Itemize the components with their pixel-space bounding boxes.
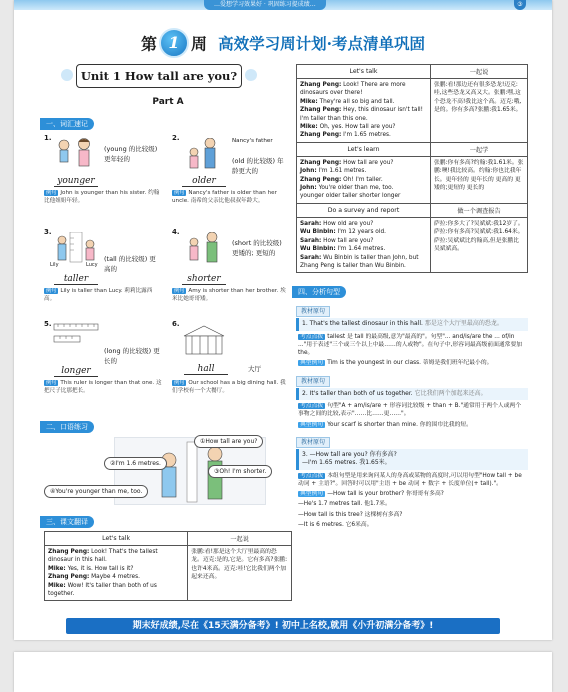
worksheet-page bbox=[14, 0, 552, 640]
example-line: —How tall is this tree? 这棵树有多高? bbox=[298, 511, 403, 518]
example-label: 例句 bbox=[46, 190, 57, 196]
vocab-clue: (old 的比较级) 年龄更大的 bbox=[232, 157, 284, 175]
dialogue-english bbox=[297, 79, 431, 143]
vocab-example bbox=[44, 190, 162, 205]
line: I'm 1.64 metres. bbox=[337, 246, 386, 253]
picture-name-right: Lucy bbox=[86, 262, 98, 268]
table-head-cn: 一起说 bbox=[188, 532, 292, 546]
line: Maybe 4 metres. bbox=[91, 574, 140, 581]
vocab-num: 2. bbox=[172, 134, 180, 142]
example-text: —How tall is your brother? 你哥哥有多高? bbox=[327, 491, 444, 498]
speech-bubble: ②I'm 1.6 metres. bbox=[104, 457, 167, 470]
line: I'm 1.65 metres. bbox=[343, 132, 391, 139]
line: How tall are you? bbox=[343, 159, 394, 166]
line: Look! There are more dinosaurs over there! bbox=[300, 82, 406, 97]
vocab-num: 5. bbox=[44, 320, 52, 328]
example-text: Our school has a big dining hall. 我们学校有一个大餐厅。 bbox=[172, 380, 286, 394]
speech-bubble: ①How tall are you? bbox=[194, 435, 263, 448]
left-column bbox=[44, 64, 292, 612]
dialogue-english bbox=[45, 546, 188, 601]
sentence-en: 1. That's the tallest dinosaur in this hall. bbox=[302, 320, 423, 328]
point-text: 本组句型是用来询问某人的身高或某物的高度时,可以用句型"How tall + be 动词 + 主语?"。回答时可以用"主语 + be 动词 + 数字 + 长度单位(+ tall)."。 bbox=[298, 472, 522, 487]
speaker: Zhang Peng: bbox=[300, 82, 342, 88]
top-slogan: …爱想学习效果好 · 巩固练习提成绩… bbox=[204, 0, 326, 10]
unit-title-text: Unit 1 How tall are you? bbox=[80, 69, 238, 83]
typical-example bbox=[296, 419, 528, 429]
speaker: Sarah: bbox=[300, 237, 322, 244]
example-line: —He's 1.7 metres tall. 他1.7米。 bbox=[298, 501, 391, 508]
picture-name-left: Lily bbox=[50, 262, 59, 268]
sentence-cn: 它比我们两个加起来还高。 bbox=[414, 389, 487, 397]
vocab-clue: 大厅 bbox=[248, 365, 261, 373]
sentence-en: 2. It's taller than both of us together. bbox=[302, 389, 413, 397]
point-explanation bbox=[296, 400, 528, 418]
line: Wu Binbin is taller than John, but Zhang Peng is taller than Wu Binbin. bbox=[300, 254, 419, 269]
vocab-num: 3. bbox=[44, 228, 52, 236]
vocab-example bbox=[172, 288, 290, 303]
line: Look! That's the tallest dinosaur in this hall. bbox=[48, 549, 158, 564]
younger-kids-picture-icon bbox=[52, 138, 100, 170]
analysis-item-3 bbox=[296, 429, 528, 529]
part-title: Part A bbox=[152, 97, 184, 107]
example-label: 例句 bbox=[174, 190, 185, 196]
lets-talk-table-1 bbox=[44, 531, 292, 601]
line: They're all so big and tall. bbox=[319, 98, 395, 105]
point-label: 考点点拨 bbox=[300, 333, 324, 340]
section-oral-tag: 二、口语练习 bbox=[40, 421, 94, 433]
vocab-word: younger bbox=[54, 176, 98, 187]
vocab-word: hall bbox=[184, 364, 228, 375]
table-head-en: Let's talk bbox=[297, 65, 431, 79]
line: Oh! I'm taller. bbox=[343, 176, 383, 183]
header-prefix: 第 bbox=[140, 34, 157, 54]
speaker: John: bbox=[300, 168, 317, 175]
line: Oh, yes. How tall are you? bbox=[319, 124, 396, 131]
speaker: Zhang Peng: bbox=[300, 159, 342, 166]
source-tag: 教材原句 bbox=[296, 376, 330, 387]
dialogue-english bbox=[297, 156, 431, 203]
rulers-picture-icon bbox=[52, 320, 100, 352]
source-sentence bbox=[296, 449, 528, 470]
vocab-num: 6. bbox=[172, 320, 180, 328]
line: Hey, this dinosaur isn't tall! I'm taller than this one. bbox=[300, 107, 423, 122]
speaker: John: bbox=[300, 185, 317, 192]
line: You're older than me, too. bbox=[318, 185, 394, 192]
vocab-item bbox=[172, 134, 290, 204]
source-sentence bbox=[296, 388, 528, 401]
vocab-clue: (tall 的比较级) 更高的 bbox=[104, 255, 156, 273]
vocab-word: taller bbox=[54, 274, 98, 285]
source-tag: 教材原句 bbox=[296, 437, 330, 448]
vocab-clue: (young 的比较级) 更年轻的 bbox=[104, 145, 158, 163]
vocab-example bbox=[172, 380, 290, 395]
line: How old are you? bbox=[323, 220, 374, 227]
vocab-item bbox=[44, 320, 162, 394]
father-and-girl-picture-icon bbox=[180, 138, 228, 170]
page-header bbox=[14, 28, 552, 56]
point-explanation bbox=[296, 331, 528, 358]
example-label: 例句 bbox=[174, 380, 185, 386]
vocab-example bbox=[172, 190, 290, 205]
dialogue-chinese: 张鹏:看!那边还有很多恐龙!迈克:哇,这些恐龙又高又大。张鹏:嘿,这个恐龙不高!我比这个高。迈克:哦,是的。你有多高?张鹏:我1.65米。 bbox=[430, 79, 527, 143]
speaker: Mike: bbox=[300, 124, 318, 131]
table-head-cn: 一起说 bbox=[430, 65, 527, 79]
example-text: Lily is taller than Lucy. 莉莉比露西高。 bbox=[44, 288, 153, 302]
example-text: John is younger than his sister. 约翰比他姐姐年轻。 bbox=[44, 190, 160, 204]
vocab-grid bbox=[44, 130, 292, 414]
example-text: Tim is the youngest in our class. 蒂姆是我们班年纪最小的。 bbox=[327, 360, 493, 367]
table-head-en: Let's learn bbox=[297, 142, 431, 156]
line: Wow! It's taller than both of us together. bbox=[48, 582, 157, 598]
example-label: 典型例句 bbox=[300, 491, 324, 498]
example-label: 典型例句 bbox=[300, 360, 324, 367]
vocab-item bbox=[172, 228, 290, 302]
deco-dot-icon bbox=[245, 69, 257, 81]
week-number-badge: 1 bbox=[159, 28, 189, 58]
right-column bbox=[296, 64, 528, 612]
section-vocab-tag: 一、词汇速记 bbox=[40, 118, 94, 130]
point-label: 考点点拨 bbox=[300, 472, 324, 479]
table-head-en: Do a survey and report bbox=[297, 203, 431, 217]
speaker: Wu Binbin: bbox=[300, 246, 336, 253]
line: How tall are you? bbox=[323, 237, 374, 244]
speaker: Zhang Peng: bbox=[48, 574, 90, 581]
table-head-cn: 一起学 bbox=[430, 142, 527, 156]
typical-example bbox=[296, 488, 528, 498]
dining-hall-picture-icon bbox=[180, 324, 228, 356]
analysis-item-2 bbox=[296, 368, 528, 429]
sentence-cn: 那是这个大厅里最高的恐龙。 bbox=[424, 320, 503, 328]
table-head-cn: 做一个调查报告 bbox=[430, 203, 527, 217]
speaker: Mike: bbox=[48, 582, 66, 589]
oral-practice bbox=[44, 433, 292, 509]
next-page-edge bbox=[14, 652, 552, 692]
example-line: —It is 6 metres. 它6米高。 bbox=[298, 521, 373, 528]
header-suffix: 周 bbox=[191, 34, 208, 54]
siblings-picture-icon bbox=[180, 232, 228, 264]
vocab-example bbox=[44, 380, 162, 395]
dialogue-english bbox=[297, 217, 431, 272]
vocab-word: older bbox=[182, 176, 226, 187]
line: I'm 12 years old. bbox=[337, 229, 386, 236]
top-banner bbox=[14, 0, 552, 10]
vocab-item bbox=[44, 134, 162, 204]
table-head-en: Let's talk bbox=[45, 532, 188, 546]
speaker: Zhang Peng: bbox=[300, 132, 342, 139]
footer-banner: 期末好成绩,尽在《15天满分备考》! 初中上名校,就用《小升初满分备考》! bbox=[66, 618, 500, 634]
dialogue-chinese: 张鹏:你有多高?约翰:我1.61米。张鹏:噢!我比较高。约翰:你也比我年长。更年轻的 更年长的 更高的 更矮的;更短的 更长的 bbox=[430, 156, 527, 203]
speech-bubble: ③Oh! I'm shorter. bbox=[208, 465, 272, 478]
vocab-word: longer bbox=[54, 366, 98, 377]
vocab-word: shorter bbox=[182, 274, 226, 285]
vocab-clue: (short 的比较级) 更矮的; 更短的 bbox=[232, 239, 282, 257]
dialogue-chinese: 张鹏:看!那是这个大厅里最高的恐龙。迈克:是的,它是。它有多高?张鹏:也许4米高。迈克:哇!它比我们两个加起来还高。 bbox=[188, 546, 292, 601]
vocab-example bbox=[44, 288, 162, 303]
vocab-num: 4. bbox=[172, 228, 180, 236]
sentence-en-2: —I'm 1.65 metres. 我1.65米。 bbox=[302, 459, 391, 467]
analysis-item-1 bbox=[296, 298, 528, 367]
point-text: 句型"A + am/is/are + 形容词比较级 + than + B."通常用于两个人或两个事物之间的比较,表示"……比……更……"。 bbox=[298, 403, 522, 418]
section-translate-tag: 三、课文翻译 bbox=[40, 516, 94, 528]
point-explanation bbox=[296, 470, 528, 488]
vocab-clue: (long 的比较级) 更长的 bbox=[104, 347, 160, 365]
height-chart-picture-icon bbox=[52, 232, 100, 264]
point-label: 考点点拨 bbox=[300, 403, 324, 410]
speaker: Mike: bbox=[300, 98, 318, 105]
speaker: Zhang Peng: bbox=[300, 176, 342, 183]
speaker: Zhang Peng: bbox=[300, 107, 342, 114]
vocab-item bbox=[44, 228, 162, 302]
example-text: Amy is shorter than her brother. 埃米比她哥哥矮。 bbox=[172, 288, 286, 302]
dialogue-chinese: 萨拉:你多大了?吴斌斌:我12岁了。萨拉:你有多高?吴斌斌:我1.64米。萨拉:吴斌斌比约翰高,但是张鹏比吴斌斌高。 bbox=[430, 217, 527, 272]
word-list: younger older taller shorter longer bbox=[300, 193, 401, 200]
example-label: 例句 bbox=[46, 380, 57, 386]
speaker: Sarah: bbox=[300, 254, 322, 261]
speaker: Zhang Peng: bbox=[48, 549, 90, 555]
lets-talk-table-2 bbox=[296, 64, 528, 273]
speaker: Sarah: bbox=[300, 220, 322, 227]
line: Yes, it is. How tall is it? bbox=[67, 565, 134, 572]
analysis-section bbox=[296, 279, 528, 529]
example-text: Nancy's father is older than her uncle. 南希的父亲比他叔叔年龄大。 bbox=[172, 190, 277, 204]
picture-caption: Nancy's father bbox=[232, 138, 273, 144]
example-label: 典型例句 bbox=[300, 421, 324, 428]
example-label: 例句 bbox=[46, 288, 57, 294]
speech-bubble: ④You're younger than me, too. bbox=[44, 485, 148, 498]
source-sentence bbox=[296, 318, 528, 331]
speaker: Wu Binbin: bbox=[300, 229, 336, 236]
point-text: tallest 是 tall 的最高级,意为"最高的"。句型"... and/is/are the ... of/in ..."用于表述"三个或三个以上中最……的人或物"。在句子中,形容词最高级前面通常要加 the。 bbox=[298, 333, 523, 357]
source-tag: 教材原句 bbox=[296, 306, 330, 317]
vocab-num: 1. bbox=[44, 134, 52, 142]
example-label: 例句 bbox=[174, 288, 185, 294]
vocab-item bbox=[172, 320, 290, 394]
example-text: Your scarf is shorter than mine. 你的围巾比我的短。 bbox=[327, 421, 472, 428]
page-badge: ③ bbox=[514, 0, 526, 10]
typical-example bbox=[296, 357, 528, 367]
example-text: This ruler is longer than that one. 这把尺子比那把长。 bbox=[44, 380, 162, 394]
speaker: Mike: bbox=[48, 565, 66, 572]
sentence-en: 3. —How tall are you? 你有多高? bbox=[302, 450, 397, 458]
deco-dot-icon bbox=[61, 69, 73, 81]
page-title: 高效学习周计划·考点清单巩固 bbox=[218, 34, 426, 53]
unit-title bbox=[76, 64, 242, 88]
section-analysis-tag: 四、分析句型 bbox=[292, 286, 346, 298]
line: I'm 1.61 metres. bbox=[318, 168, 367, 175]
